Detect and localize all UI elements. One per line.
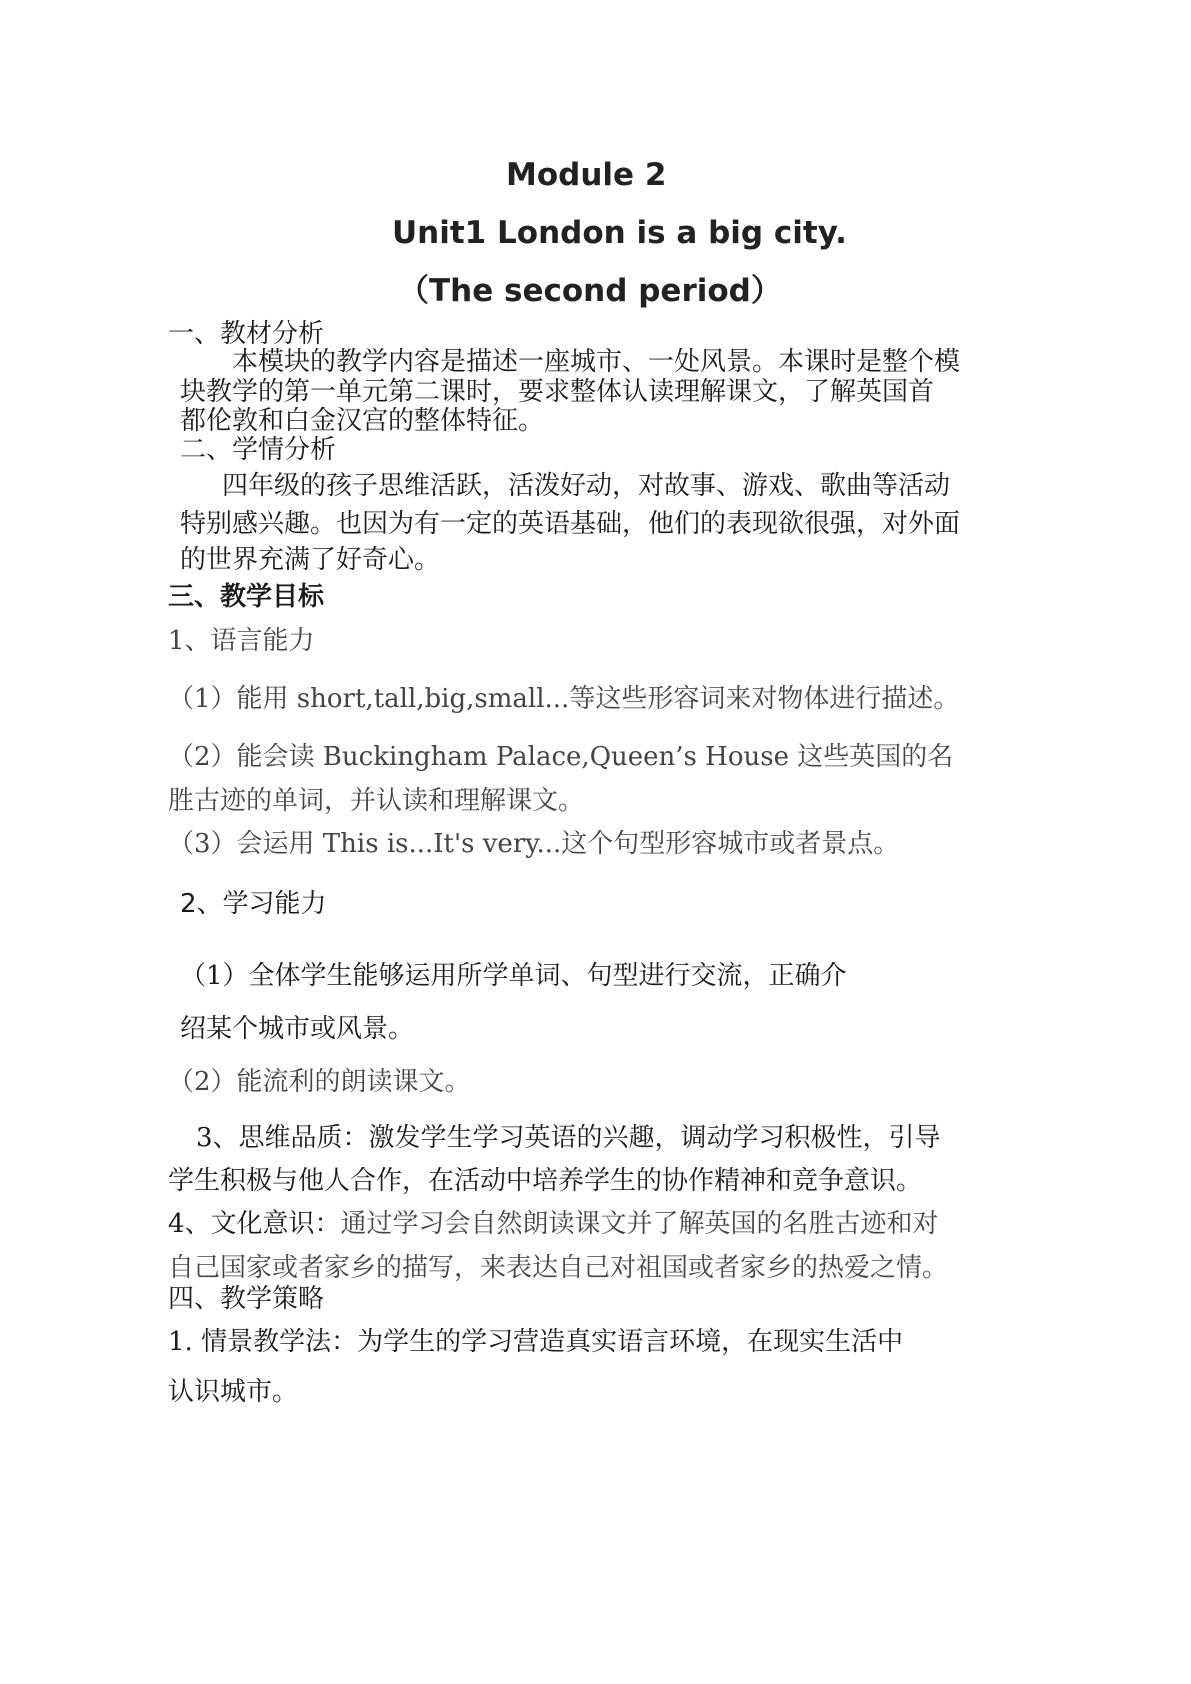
section-2-line: 特别感兴趣。也因为有一定的英语基础，他们的表现欲很强，对外面 xyxy=(180,509,961,539)
learning-ability-heading: 2、学习能力 xyxy=(180,889,327,919)
section-3-heading: 三、教学目标 xyxy=(168,582,325,612)
section-1-heading: 一、教材分析 xyxy=(168,319,325,349)
language-goal-2: （2）能会读 Buckingham Palace,Queen’s House 这些英国的名 xyxy=(168,742,954,772)
language-goal-3: （3）会运用 This is...It's very...这个句型形容城市或者景点。 xyxy=(168,829,900,859)
language-ability-heading: 1、语言能力 xyxy=(168,626,315,656)
section-1-line: 本模块的教学内容是描述一座城市、一处风景。本课时是整个模 xyxy=(232,347,961,377)
culture-awareness xyxy=(168,1208,939,1240)
unit-title: Unit1 London is a big city. xyxy=(392,215,847,251)
module-title: Module 2 xyxy=(506,157,667,193)
learning-goal-1-cont: 绍某个城市或风景。 xyxy=(180,1014,415,1044)
section-1-line: 都伦敦和白金汉宫的整体特征。 xyxy=(180,406,545,436)
strategy-1: 1. 情景教学法：为学生的学习营造真实语言环境，在现实生活中 xyxy=(168,1327,904,1357)
section-4-heading: 四、教学策略 xyxy=(168,1284,325,1314)
learning-goal-2: （2）能流利的朗读课文。 xyxy=(168,1067,471,1097)
language-goal-1: （1）能用 short,tall,big,small...等这些形容词来对物体进行描述。 xyxy=(168,684,960,714)
thinking-quality: 3、思维品质：激发学生学习英语的兴趣，调动学习积极性，引导 xyxy=(196,1123,941,1153)
culture-awareness-cont: 自己国家或者家乡的描写，来表达自己对祖国或者家乡的热爱之情。 xyxy=(168,1253,949,1283)
language-goal-2-cont: 胜古迹的单词，并认读和理解课文。 xyxy=(168,786,585,816)
learning-goal-1: （1）全体学生能够运用所学单词、句型进行交流，正确介 xyxy=(180,961,847,991)
section-2-line: 的世界充满了好奇心。 xyxy=(180,545,441,575)
section-2-heading: 二、学情分析 xyxy=(180,435,337,465)
culture-awareness-text: 通过学习会自然朗读课文并了解英国的名胜古迹和对 xyxy=(340,1209,939,1239)
thinking-quality-cont: 学生积极与他人合作，在活动中培养学生的协作精神和竞争意识。 xyxy=(168,1166,923,1196)
period-title: （The second period） xyxy=(398,273,782,309)
strategy-1-cont: 认识城市。 xyxy=(168,1377,299,1407)
section-1-line: 块教学的第一单元第二课时，要求整体认读理解课文，了解英国首 xyxy=(180,377,935,407)
culture-awareness-label: 4、文化意识： xyxy=(168,1209,341,1239)
section-2-line: 四年级的孩子思维活跃，活泼好动，对故事、游戏、歌曲等活动 xyxy=(222,471,951,501)
